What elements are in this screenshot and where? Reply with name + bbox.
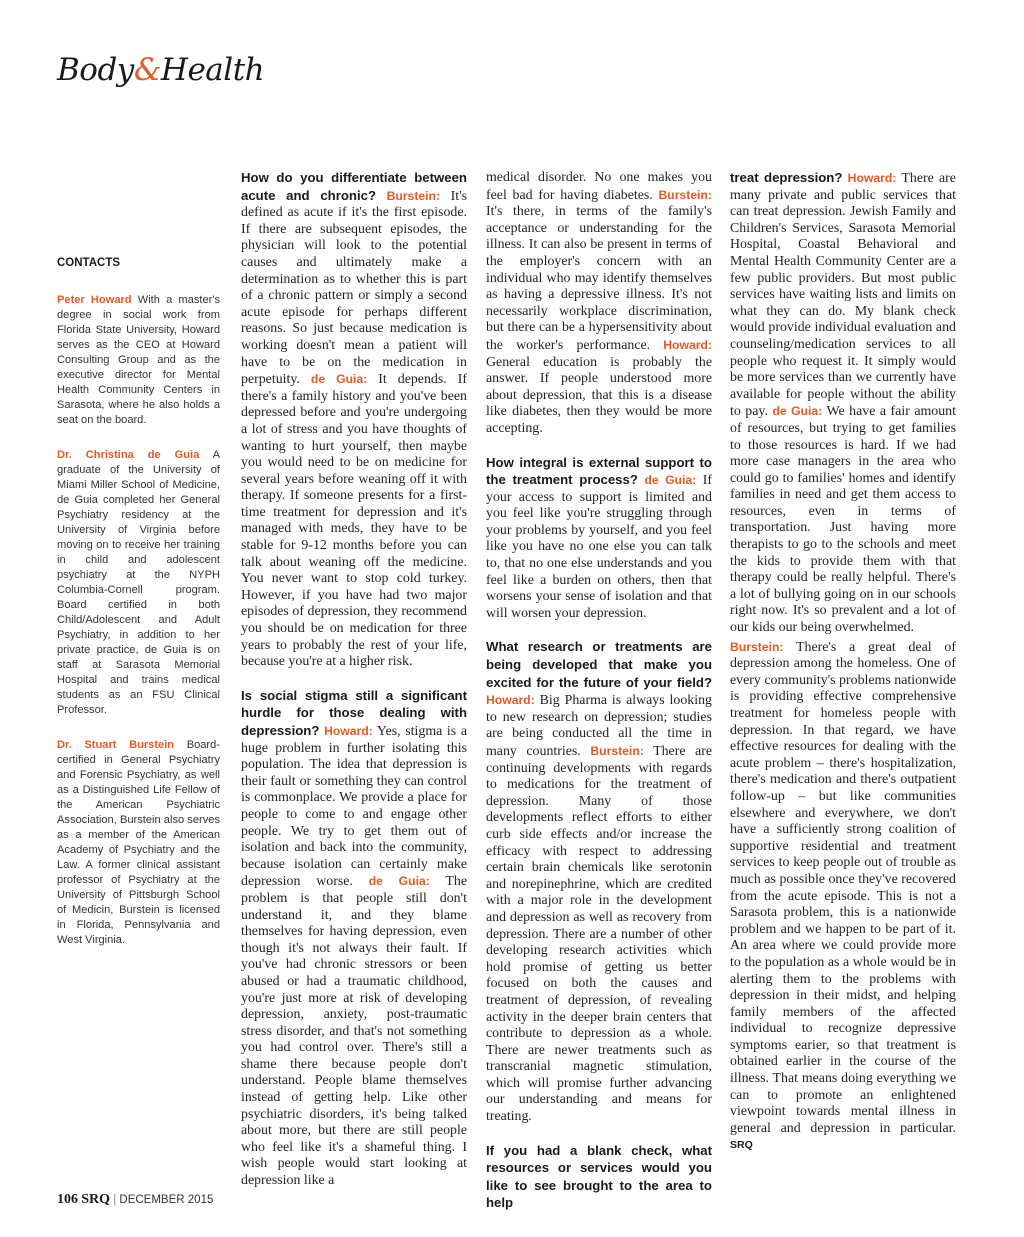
speaker-label: Burstein:: [658, 187, 712, 202]
speaker-label: Guia:: [336, 372, 368, 387]
article-column-3: [730, 170, 956, 1154]
contact-christina-de-guia: Dr. Christina de Guia A graduate of the University of Miami Miller School of Medicine, de Guia completed her General Psychiatry residency at the University of Virginia before moving on to receive her training in child and adolescent psychiatry at the NYPH Columbia-Cornell program. Board certified in both Child/Adolescent and Adult Psychiatry, in addition to her private practice, de Guia is on staff at Sarasota Memorial Hospital and trains medical students as an FSU Clinical Professor.: [57, 449, 220, 716]
qa-blank-check: treat depression? Howard: There are many private and public services that can treat depression. Jewish Family and Children's Services, Sarasota Memorial Hospital, Coastal Behavioral and Mental Health Community Center are a few public providers. But most public services have waiting lists and limits on what they can do. My blank check would provide individual evaluation and counseling/medication services to all people who request it. It simply would be more services than we currently have available for people without the ability to pay. de Guia: We have a fair amount of resources, but trying to get families to those resources is hard. If we had more case managers in the area who could go to families' homes and identify families in need and get them access to resources, even in terms of transportation. Just having more therapists to go to the schools and meet the kids to provide them with that therapy could be really helpful. There's a lot of bullying going on in our schools right now. It's so prevalent and a lot of our kids our being overwhelmed.: [730, 170, 956, 636]
qa-research-treatments: What research or treatments are being developed that make you excited for the future of your field? Howard: Big Pharma is always looking to new research on depression; studies are being conducted all the time in many countries. Burstein: There are continuing developments with regards to medications for the treatment of depression. Many of those developments reflect efforts to either curb side effects and/or increase the efficacy with respect to addressing certain brain chemicals like serotonin and norepinephrine, which are credited with a major role in the development and depression as well as recovery from depression. There are a number of other developing research activities which hold promise of getting us better focused on both the causes and treatment of depression, of revealing activity in the deeper brain centers that contribute to depression as a whole. There are newer treatments such as transcranial magnetic stimulation, which will promise further advancing our understanding and means for treating.: [486, 639, 712, 1125]
question: If you had a blank check, what resources or services would you like to see brought to the area to help: [486, 1142, 712, 1211]
qa-external-support: How integral is external support to the treatment process? de Guia: If your access to support is limited and you feel like you're struggling through your problems by yourself, and you feel like you have no one else you can talk to, that no one else understands and you feel like a burden on others, then that worsens your sense of isolation and that will worsen your depression.: [486, 454, 712, 621]
speaker-label: de Guia:: [644, 473, 697, 488]
speaker-label: Howard:: [663, 337, 712, 352]
section-title-ampersand: &: [133, 52, 161, 88]
question-blank-check: [486, 1143, 712, 1213]
speaker-label: de: [310, 372, 326, 387]
article-column-2: [486, 170, 712, 1213]
question: How do you differentiate between acute and chronic?: [241, 170, 467, 203]
speaker-label: de Guia:: [368, 874, 430, 889]
question: treat depression?: [730, 170, 843, 185]
article-column-1: [241, 170, 467, 1190]
speaker-label: Burstein:: [590, 744, 644, 758]
speaker-label: Burstein:: [730, 639, 784, 654]
contacts-heading: CONTACTS: [57, 257, 121, 269]
issue-date: DECEMBER 2015: [119, 1194, 214, 1206]
qa-social-stigma: Is social stigma still a significant hurdle for those dealing with depression? Howard: Yes, stigma is a huge problem in further isolating this population. The idea that depression is their fault or something they can control is commonplace. We provide a place for people to come to and engage other people. We try to get them out of isolation and back into the community, because isolation can certainly make depression worse. de Guia: The problem is that people still don't understand it, and they blame themselves for having depression, even though it's not always their fault. If you've had chronic stressors or been abused or had a traumatic childhood, you're just more at risk of developing depression, anxiety, post-traumatic stress disorder, and that's not something you had control over. There's still a shame there because people don't understand. People blame themselves instead of getting help. Like other psychiatric disorders, it's being talked about more, but there are still people who feel like it's a shameful thing. I wish people would start looking at depression like a: [241, 687, 467, 1189]
page-footer: [57, 1192, 213, 1208]
answer-burstein: Burstein: There's a great deal of depression among the homeless. One of every community's problems nationwide is providing effective comprehensive treatment for homeless people with depression. In that regard, we have effective resources for dealing with the acute problem – there's hospitalization, there's medication and there's outpatient follow-up – but like communities elsewhere and everywhere, we don't have a sufficiently strong coalition of supportive residential and treatment services to keep people out of trouble as much as possible once they've recovered from the acute episode. This is not a Sarasota problem, this is a nationwide problem and we happen to be part of it. An area where we could provide more to the population as a whole would be in alerting them to the problems with depression in their midst, and helping family members of the affected individual to recognize depressive symptoms earier, so that treatment is obtained earlier in the course of the illness. That means doing everything we can to promote an enlightened viewpoint towards mental illness in general and depression in particular. SRQ: [730, 639, 956, 1152]
question: What research or treatments are being developed that make you excited for the future of your field?: [486, 639, 712, 690]
speaker-label: Howard:: [486, 693, 535, 708]
contact-stuart-burstein: Dr. Stuart Burstein Board-certified in General Psychiatry and Forensic Psychiatry, as well as a Distinguished Life Fellow of the American Psychiatric Association, Burstein also serves as a member of the American Academy of Psychiatry and the Law. A former clinical assistant professor of Psychiatry at the University of Pittsburgh School of Medicin, Burstein is licensed in Florida, Pennsylvania and West Virginia.: [57, 739, 220, 946]
magazine-name: SRQ: [81, 1192, 110, 1207]
page-number: 106: [57, 1192, 78, 1207]
contacts-sidebar: [57, 256, 220, 968]
footer-separator: |: [113, 1194, 117, 1206]
question: How integral is external support to the treatment process?: [486, 454, 712, 488]
qa-acute-chronic: How do you differentiate between acute and chronic? Burstein: It's defined as acute if it's the first episode. If there are subsequent episodes, the physician will look to the potential causes and ultimately make a determination as to whether this is part of a chronic pattern or simply a second acute episode for perhaps different reasons. So just because medication is working doesn't mean a patient will have to be on the medication in perpetuity. de Guia: It depends. If there's a family history and you've been depressed before and you're undergoing a lot of stress and you have thoughts of wanting to hurt yourself, then maybe you would need to be on medicine for several years before weaning off it with therapy. If someone presents for a first-time treatment for depression and it's managed with meds, they have to be stable for 9-12 months before you can talk about weaning off the medicine. You never want to stop cold turkey. However, if you have had two major episodes of depression, they recommend you should be on medication for three years to probably the rest of your life, because you're at a higher risk.: [241, 170, 467, 670]
section-title: Body&Health: [57, 52, 265, 88]
speaker-label: Howard:: [324, 724, 373, 738]
speaker-label: Howard:: [847, 171, 897, 185]
question: Is social stigma still a significant hurdle for those dealing with depression?: [241, 687, 467, 738]
speaker-label: Burstein:: [386, 188, 441, 203]
answer-continued: medical disorder. No one makes you feel bad for having diabetes. Burstein: It's there, in terms of the family's acceptance or understanding for the illness. It can also be present in terms of the employer's concern with an individual who may identify themselves as having a depressive illness. It's not necessarily workplace discrimination, but there can be a hypersensitivity about the worker's performance. Howard: General education is probably the answer. If people understood more about depression, that this is a disease like diabetes, then they would be more accepting.: [486, 170, 712, 436]
end-mark: SRQ: [730, 1139, 753, 1152]
contact-peter-howard: Peter Howard With a master's degree in social work from Florida State University, Howard serves as the CEO at Howard Consulting Group and as the executive director for Mental Health Community Centers in Sarasota, where he also holds a seat on the board.: [57, 294, 220, 426]
speaker-label: de Guia:: [772, 404, 823, 419]
